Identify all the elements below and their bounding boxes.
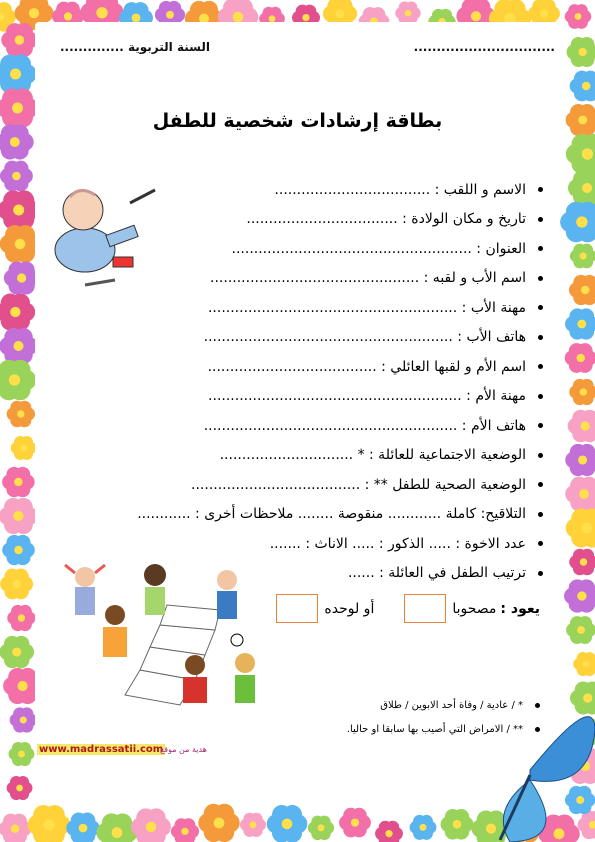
return-row [270, 594, 540, 623]
bullet-icon [538, 217, 543, 222]
field-vaccinations[interactable]: التلاقيح: كاملة ............ منقوصة ........ ملاحظات أخرى : ............ [103, 500, 543, 530]
header-dots: ............................... [413, 40, 555, 54]
school-year-label: السنة التربوية .............. [60, 40, 210, 54]
bullet-icon [538, 276, 543, 281]
option-alone-checkbox[interactable] [276, 594, 318, 623]
field-mother-name[interactable]: اسم الأم و لقبها العائلي : ...................................... [103, 352, 543, 382]
bullet-icon [538, 394, 543, 399]
bullet-icon [538, 453, 543, 458]
bullet-icon [538, 335, 543, 340]
field-mother-job[interactable]: مهنة الأم : ......................................................... [103, 382, 543, 412]
bullet-icon [538, 364, 543, 369]
field-social-status[interactable]: الوضعية الاجتماعية للعائلة : * .............................. [103, 441, 543, 471]
bullet-icon [538, 305, 543, 310]
option-alone-label: أو لوحده [324, 600, 375, 617]
bullet-icon [538, 423, 543, 428]
bullet-icon [538, 482, 543, 487]
website-link[interactable]: www.madrassatii.com [39, 744, 164, 755]
return-label: يعود : [500, 600, 540, 617]
field-birth-order[interactable]: ترتيب الطفل في العائلة : ...... [103, 559, 543, 589]
footnote-health: ** / الامراض التي أصيب بها سابقا او حاليا. [347, 717, 540, 741]
bullet-icon [538, 246, 543, 251]
kids-playing-illustration [55, 555, 270, 720]
field-health-status[interactable]: الوضعية الصحية للطفل ** : ...................................... [103, 470, 543, 500]
field-father-job[interactable]: مهنة الأب : ........................................................ [103, 293, 543, 323]
info-fields-list [103, 175, 543, 588]
field-father-phone[interactable]: هاتف الأب : ........................................................ [103, 323, 543, 353]
field-address[interactable]: العنوان : ...................................................... [103, 234, 543, 264]
field-father-name[interactable]: اسم الأب و لقبه : ............................................... [103, 264, 543, 294]
option-accompanied-checkbox[interactable] [404, 594, 446, 623]
footnote-social: * / عادية / وفاة أحد الابوين / طلاق [347, 693, 540, 717]
gift-label: هدية من موقع [160, 745, 207, 754]
bullet-icon [538, 512, 543, 517]
page-title: بطاقة إرشادات شخصية للطفل [152, 110, 443, 132]
field-name[interactable]: الاسم و اللقب : ................................... [103, 175, 543, 205]
bullet-icon [538, 571, 543, 576]
field-siblings[interactable]: عدد الاخوة : ..... الذكور : ..... الاناث : ....... [103, 529, 543, 559]
option-accompanied-label: مصحوبا [452, 600, 497, 617]
bullet-icon [538, 187, 543, 192]
bullet-icon [538, 541, 543, 546]
field-birth[interactable]: تاريخ و مكان الولادة : .................................. [103, 205, 543, 235]
field-mother-phone[interactable]: هاتف الأم : ......................................................... [103, 411, 543, 441]
butterfly-illustration [470, 690, 595, 842]
